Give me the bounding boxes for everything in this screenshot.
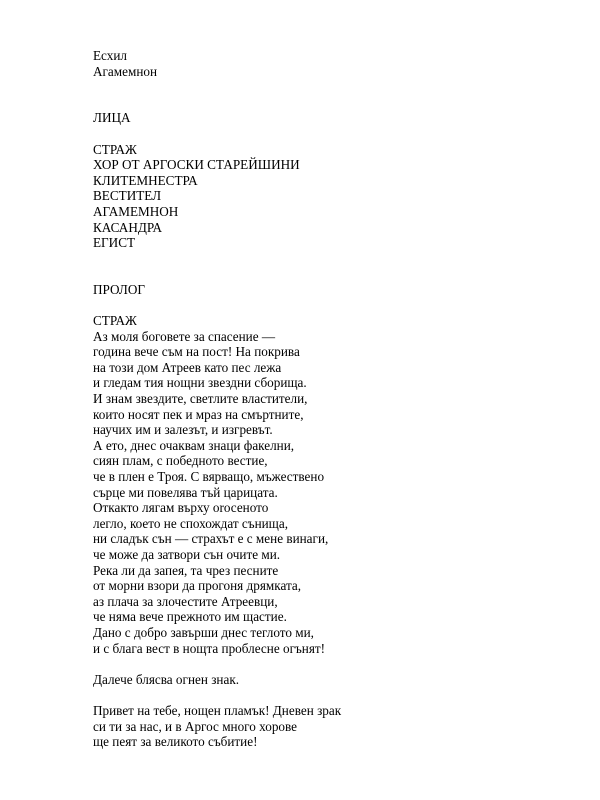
- verse-line: Привет на тебе, нощен пламък! Дневен зрак: [93, 702, 342, 718]
- verse-line: аз плача за злочестите Атреевци,: [93, 593, 278, 609]
- speech-block: [93, 329, 573, 656]
- character-name: СТРАЖ: [93, 141, 137, 157]
- character-name: ВЕСТИТЕЛ: [93, 188, 162, 204]
- character-name: ЕГИСТ: [93, 235, 136, 251]
- verse-line: Аз моля боговете за спасение —: [93, 328, 276, 344]
- speech-block: [93, 703, 573, 750]
- character-name: АГАМЕМНОН: [93, 203, 179, 219]
- verse-line: И знам звездите, светлите властители,: [93, 391, 308, 407]
- verse-line: сърце ми повелява тъй царицата.: [93, 484, 278, 500]
- verse-line: Дано с добро завърши днес теглото ми,: [93, 624, 314, 640]
- verse-line: от морни взори да прогоня дрямката,: [93, 578, 302, 594]
- character-name: КАСАНДРА: [93, 219, 163, 235]
- spacer: [93, 298, 573, 314]
- verse-line: ще пеят за великото събитие!: [93, 734, 258, 750]
- spacer: [93, 656, 573, 672]
- stage-direction: Далече блясва огнен знак.: [93, 671, 240, 687]
- verse-line: Откакто лягам върху orосеното: [93, 500, 269, 516]
- verse-line: на този дом Атреев като пес лежа: [93, 359, 282, 375]
- character-name: ХОР ОТ АРГОСКИ СТАРЕЙШИНИ: [93, 157, 300, 173]
- verse-line: които носят пек и мраз на смъртните,: [93, 406, 304, 422]
- verse-line: А ето, днес очаквам знаци факелни,: [93, 437, 295, 453]
- verse-line: че може да затвори сън очите ми.: [93, 547, 281, 562]
- verse-line: сиян плам, с победното вестие,: [93, 453, 268, 469]
- verse-line: че в плен е Троя. С вярващо, мъжествено: [93, 469, 325, 485]
- verse-line: Река ли да запея, та чрез песните: [93, 562, 279, 578]
- spacer: [93, 126, 573, 142]
- character-name: КЛИТЕМНЕСТРА: [93, 172, 198, 188]
- play-title: Агамемнон: [93, 63, 158, 79]
- spacer: [93, 687, 573, 703]
- document-text: [93, 48, 573, 750]
- section-heading: ПРОЛОГ: [93, 281, 145, 297]
- verse-line: си ти за нас, и в Аргос много хорове: [93, 718, 298, 734]
- verse-line: легло, което не спохождат сънища,: [93, 515, 288, 531]
- verse-line: година вече съм на пост! На покрива: [93, 344, 300, 360]
- verse-line: че няма вече прежното им щастие.: [93, 609, 287, 625]
- verse-line: и с блага вест в нощта проблесне огънят!: [93, 640, 326, 656]
- author: Есхил: [93, 48, 127, 63]
- verse-line: ни сладък сън — страхът е с мене винаги,: [93, 531, 329, 547]
- verse-line: научих им и залезът, и изгревът.: [93, 422, 273, 438]
- verse-line: и гледам тия нощни звездни сборища.: [93, 375, 307, 391]
- spacer: [93, 79, 573, 110]
- speaker-name: СТРАЖ: [93, 313, 137, 329]
- spacer: [93, 251, 573, 282]
- characters-heading: ЛИЦА: [93, 110, 131, 126]
